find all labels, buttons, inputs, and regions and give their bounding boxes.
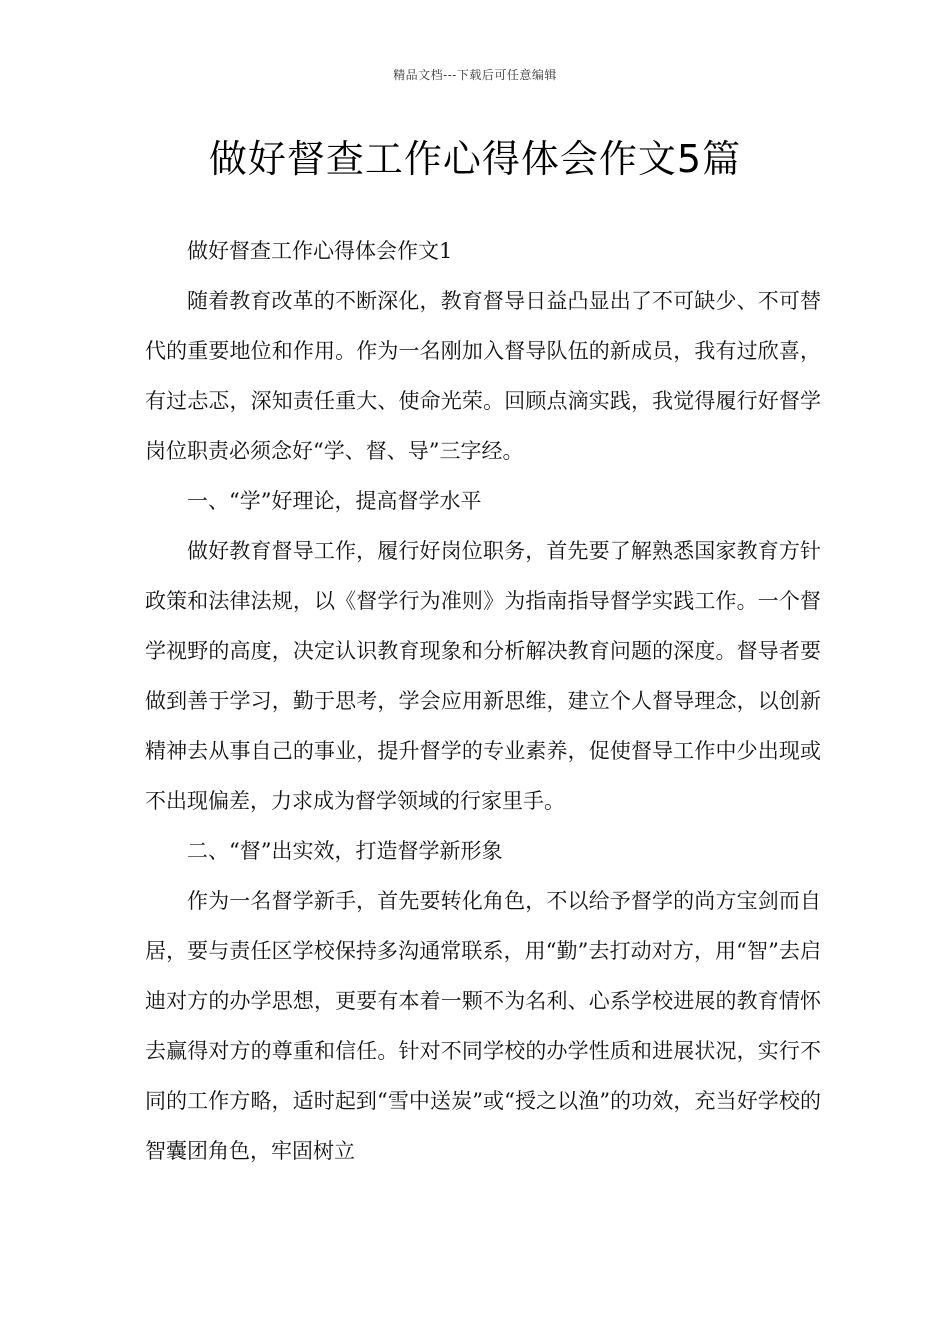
body-paragraph: 做好教育督导工作，履行好岗位职务，首先要了解熟悉国家教育方针政策和法律法规，以《督学行为准则》为指南指导督学实践工作。一个督学视野的高度，决定认识教育现象和分析解决教育问题的深度。督导者要做到善于学习，勤于思考，学会应用新思维，建立个人督导理念，以创新精神去从事自己的事业，提升督学的专业素养，促使督导工作中少出现或不出现偏差，力求成为督学领域的行家里手。 [145,539,821,813]
page-header-note: 精品文档---下载后可任意编辑 [393,68,557,82]
body-paragraph: 作为一名督学新手，首先要转化角色，不以给予督学的尚方宝剑而自居，要与责任区学校保持多沟通常联系，用“勤”去打动对方，用“智”去启迪对方的办学思想，更要有本着一颗不为名利、心系学校进展的教育情怀去赢得对方的尊重和信任。针对不同学校的办学性质和进展状况，实行不同的工作方略，适时起到“雪中送炭”或“授之以渔”的功效，充当好学校的智囊团角色，牢固树立 [145,889,821,1163]
document-body [145,226,821,1176]
section-heading: 做好督查工作心得体会作文1 [187,239,453,263]
section-heading: 二、“督”出实效，打造督学新形象 [187,839,503,863]
document-title: 做好督查工作心得体会作文5篇 [208,137,742,181]
section-heading: 一、“学”好理论，提高督学水平 [187,489,482,513]
body-paragraph: 随着教育改革的不断深化，教育督导日益凸显出了不可缺少、不可替代的重要地位和作用。作为一名刚加入督导队伍的新成员，我有过欣喜，有过忐忑，深知责任重大、使命光荣。回顾点滴实践，我觉得履行好督学岗位职责必须念好“学、督、导”三字经。 [145,289,821,463]
